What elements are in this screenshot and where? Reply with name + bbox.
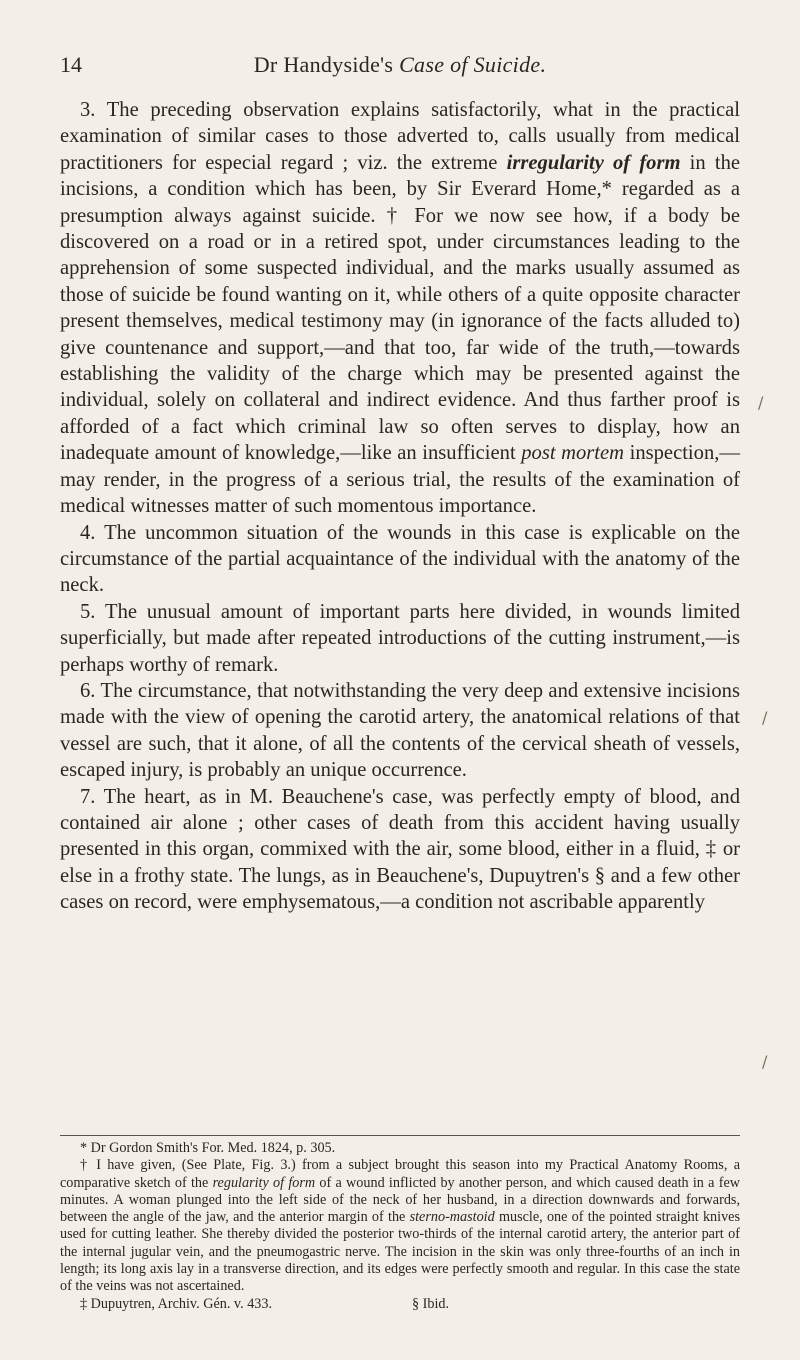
footnote-3: ‡ Dupuytren, Archiv. Gén. v. 433. [80,1295,273,1312]
footnote-1: * Dr Gordon Smith's For. Med. 1824, p. 305. [80,1140,336,1156]
footnote-4: § Ibid. [412,1295,450,1312]
paragraph-3-text-c: in the incisions, a condition which has been, by Sir Everard Home,* regarded as a presumption always against suicide. † For we now see how, if a body be discovered on a road or in a retired spot, under circumstances leading to the apprehension of some suspected individual, and the marks usually assumed as those of suicide be found wanting on it, while others of a quite opposite character present themselves, medical testimony may (in ignorance of the facts alluded to) give countenance and support,—and that too, far wide of the truth,—towards establishing the validity of the charge which may be presented against the individual, solely on collateral and indirect evidence. And thus farther proof is afforded of a fact which criminal law so often serves to display, how an inadequate amount of knowledge,—like an insufficient [60,151,741,465]
footnote-2-italic-d: sterno-mastoid [409,1209,495,1226]
running-head [60,52,740,82]
margin-mark-1: / [758,393,764,412]
footnote-2-text-e: muscle, one of the pointed straight knives used for cutting leather. She thereby divided the posterior two-thirds of the internal carotid artery, the anterior part of the internal jugular vein, and the pneumogastric nerve. The incision in the skin was only three-fourths of an inch in length; its long axis lay in a transverse direction, and its edges were perfectly smooth and regular. In this case the state of the veins was not ascertained. [60,1209,740,1295]
footnote-2-italic-b: regularity of form [212,1174,316,1191]
running-title [60,52,740,78]
paragraph-3-italic: post mortem [521,442,625,465]
footnotes [60,1140,740,1313]
paragraph-3-emphasis: irregularity of form [506,151,681,174]
footnote-2-text-a: † I have given, (See Plate, Fig. 3.) from a subject brought this season into my Practical Anatomy Rooms, a comparative sketch of the [60,1157,740,1191]
paragraph-3 [60,97,740,520]
margin-mark-3: / [762,1052,768,1071]
footnote-rule [60,1135,740,1136]
running-title-plain: Dr Handyside's [253,52,400,77]
paragraph-3-text-e: inspection,—may render, in the progress of a serious trial, the results of the examination of medical witnesses matter of such momentous importance. [60,442,740,518]
body-text [60,97,740,916]
footnote-2-text-c: of a wound inflicted by another person, and which caused death in a few minutes. A woman plunged into the left side of the neck of her husband, in a direction downwards and forwards, between the angle of the jaw, and the anterior margin of the [60,1174,740,1226]
margin-mark-2: / [762,708,768,727]
paragraph-4: 4. The uncommon situation of the wounds in this case is explicable on the circumstance of the partial acquaintance of the individual with the anatomy of the neck. [60,521,740,597]
page-number: 14 [60,52,82,77]
paragraph-6: 6. The circumstance, that notwithstanding the very deep and extensive incisions made with the view of opening the carotid artery, the anatomical relations of that vessel are such, that it alone, of all the contents of the cervical sheath of vessels, escaped injury, is probably an unique occurrence. [60,679,740,782]
paragraph-5: 5. The unusual amount of important parts here divided, in wounds limited superficially, but made after repeated introductions of the cutting instrument,—is perhaps worthy of remark. [60,600,740,676]
running-title-italic: Case of Suicide. [399,52,547,77]
paragraph-3-text-a: 3. The preceding observation explains satisfactorily, what in the practical examination of similar cases to those adverted to, calls usually from medical practitioners for especial regard ; viz. the extreme [60,99,740,174]
footnote-2 [60,1157,740,1295]
footnote-3-4 [60,1296,740,1313]
paragraph-7: 7. The heart, as in M. Beauchene's case, was perfectly empty of blood, and contained air alone ; other cases of death from this accident having usually presented in this organ, commixed with the air, some blood, either in a fluid, ‡ or else in a frothy state. The lungs, as in Beauchene's, Dupuytren's § and a few other cases on record, were emphysematous,—a condition not ascribable apparently [60,785,740,914]
